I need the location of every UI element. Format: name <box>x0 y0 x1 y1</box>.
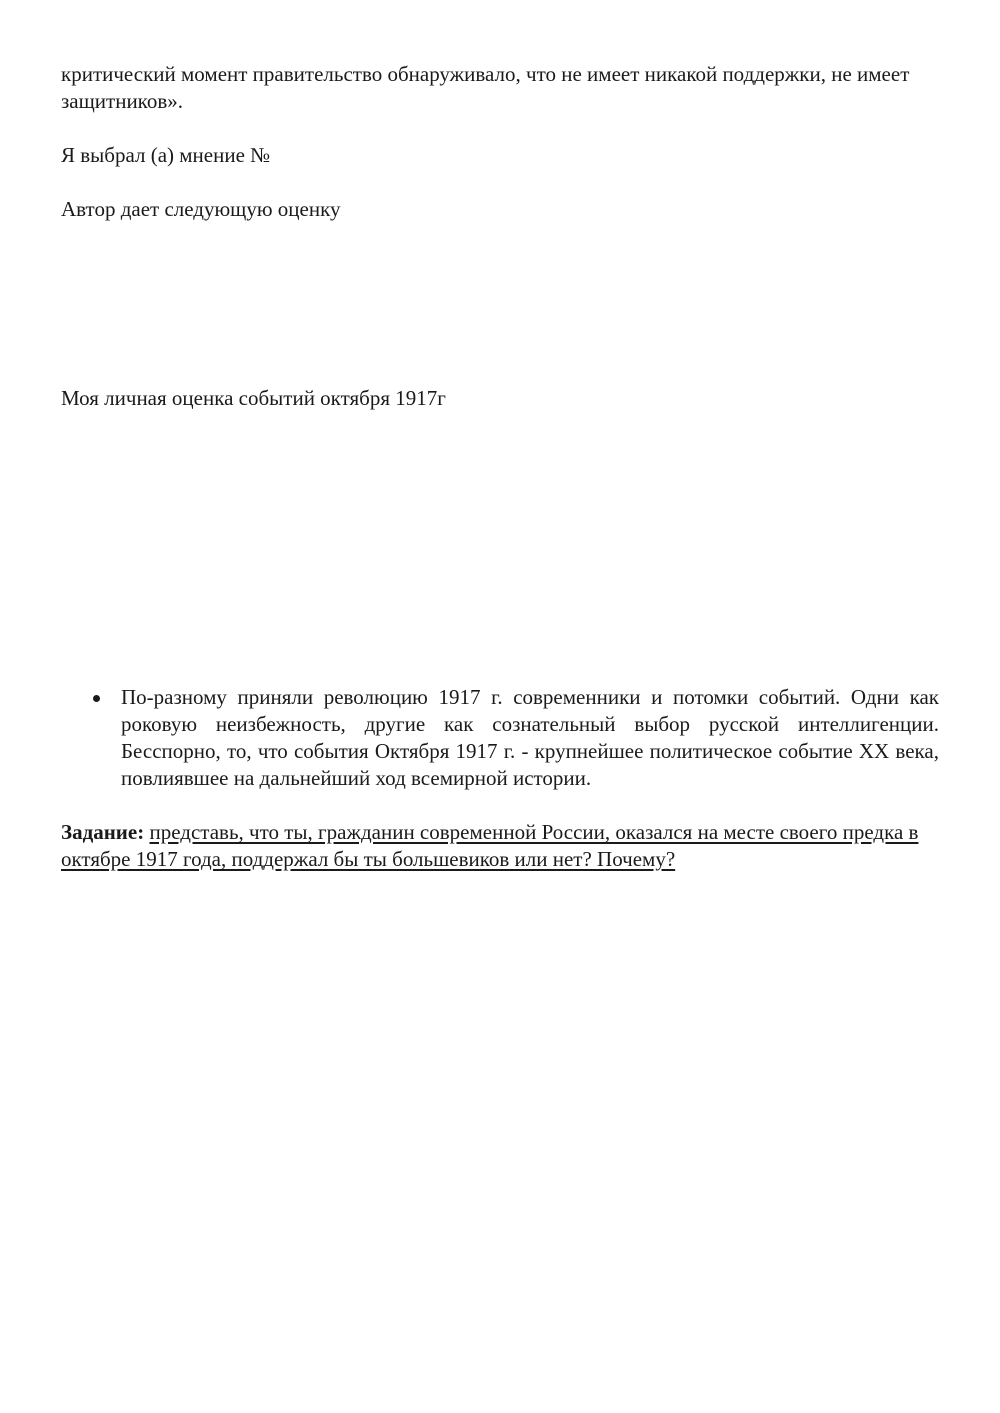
author-assessment-line: Автор дает следующую оценку <box>61 197 341 221</box>
task-paragraph <box>61 819 939 873</box>
task-text: представь, что ты, гражданин современной России, оказался на месте своего предка в октябре 1917 года, поддержал бы ты большевиков или нет? Почему? <box>61 820 919 871</box>
bullet-list <box>61 684 939 792</box>
personal-assessment-line: Моя личная оценка событий октября 1917г <box>61 386 446 410</box>
bullet-text: По-разному приняли революцию 1917 г. современники и потомки событий. Одни как роковую неизбежность, другие как сознательный выбор русской интеллигенции. Бесспорно, то, что события Октября 1917 г. - крупнейшее политическое событие XX века, повлиявшее на дальнейший ход всемирной истории. <box>121 685 939 790</box>
task-label: Задание: <box>61 820 145 844</box>
intro-text: критический момент правительство обнаруживало, что не имеет никакой поддержки, не имеет защитников». <box>61 62 910 113</box>
chosen-opinion-line: Я выбрал (а) мнение № <box>61 143 271 167</box>
list-item <box>61 684 939 792</box>
bullet-icon <box>93 695 100 702</box>
intro-paragraph <box>61 61 939 115</box>
